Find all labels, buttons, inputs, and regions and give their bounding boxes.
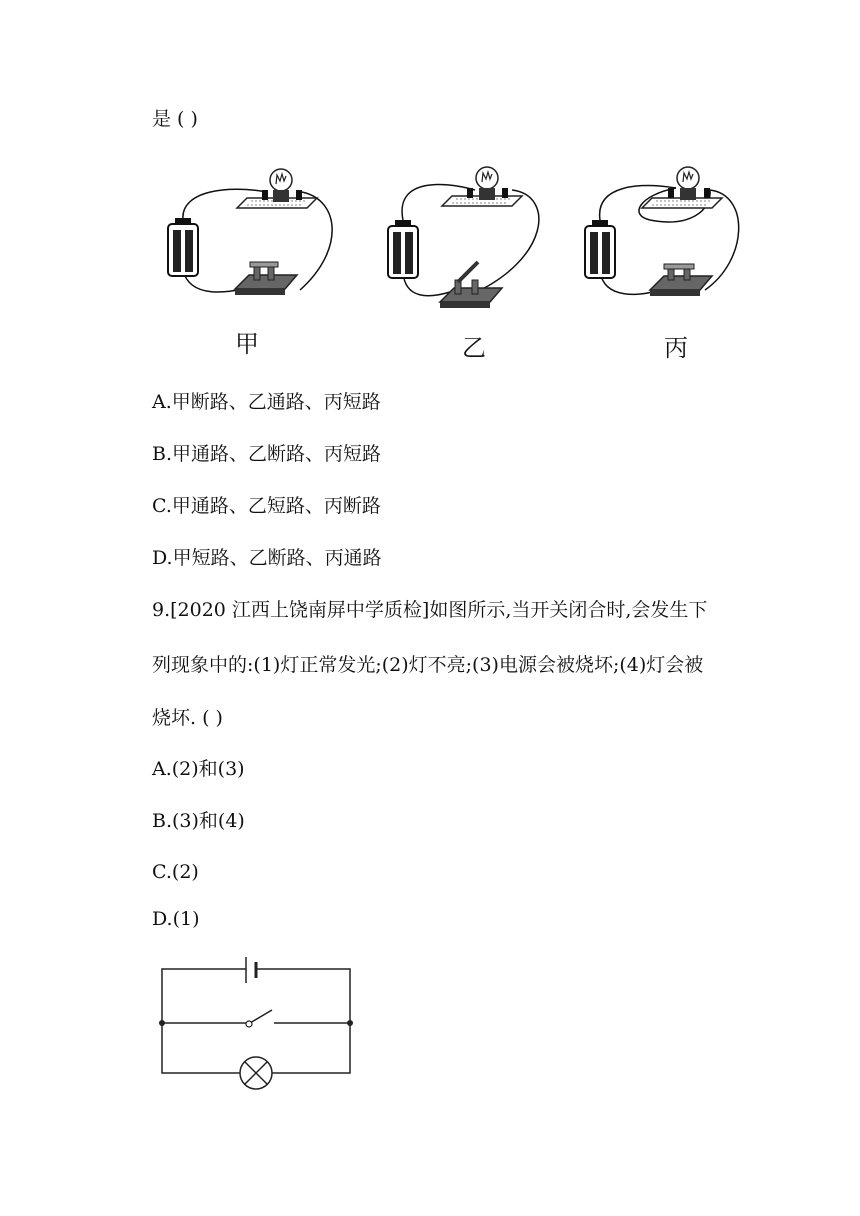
- q8-option-a: A.甲断路、乙通路、丙短路: [152, 391, 381, 413]
- figure-label-bing: 丙: [664, 334, 688, 362]
- switch-pivot: [246, 1021, 252, 1027]
- q8-circuit-figures: [0, 0, 860, 340]
- q9-option-c: C.(2): [152, 861, 199, 883]
- circuit-bing: [585, 167, 739, 296]
- junction-right: [347, 1020, 353, 1026]
- q8-option-d: D.甲短路、乙断路、丙通路: [152, 547, 382, 569]
- circuit-yi: [388, 167, 539, 308]
- q9-option-d: D.(1): [152, 908, 200, 930]
- figure-label-yi: 乙: [462, 334, 486, 362]
- q9-stem-line-1: 9.[2020 江西上饶南屏中学质检]如图所示,当开关闭合时,会发生下: [152, 599, 708, 621]
- q8-stem-tail: 是 ( ): [152, 108, 198, 130]
- q9-stem-line-3: 烧坏. ( ): [152, 707, 223, 729]
- junction-left: [159, 1020, 165, 1026]
- q9-option-b: B.(3)和(4): [152, 810, 245, 832]
- q9-stem-line-2: 列现象中的:(1)灯正常发光;(2)灯不亮;(3)电源会被烧坏;(4)灯会被: [152, 654, 704, 676]
- q8-option-c: C.甲通路、乙短路、丙断路: [152, 495, 381, 517]
- q9-option-a: A.(2)和(3): [152, 758, 245, 780]
- figure-label-jia: 甲: [235, 330, 259, 358]
- q8-option-b: B.甲通路、乙断路、丙短路: [152, 443, 382, 465]
- circuit-jia: [168, 169, 332, 295]
